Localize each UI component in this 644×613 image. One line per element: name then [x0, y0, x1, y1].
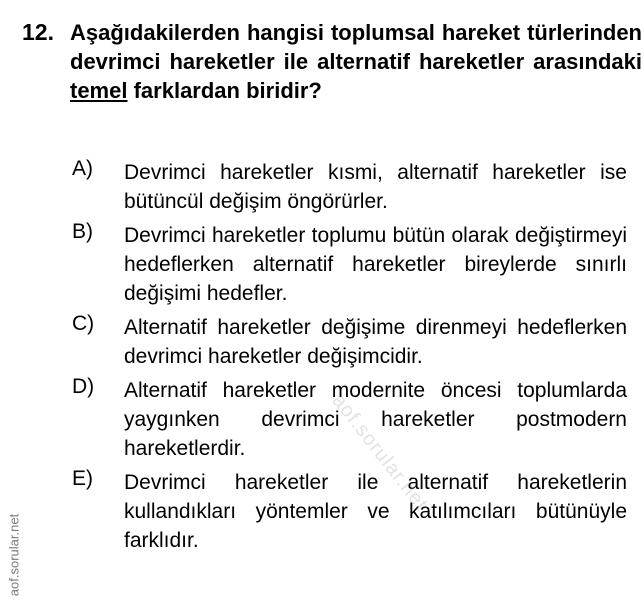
option-e[interactable] [72, 468, 627, 555]
option-b[interactable] [72, 221, 627, 308]
option-c-letter: C) [72, 312, 95, 335]
option-c-text: Alternatif hareketler değişime direnmeyi hedeflerken devrimci hareketler değişimcidir. [124, 316, 627, 368]
option-d-text: Alternatif hareketler modernite öncesi toplumlarda yaygınken devrimci hareketler postmodern hareketlerdir. [124, 379, 627, 460]
option-b-letter: B) [72, 220, 93, 243]
side-watermark [6, 500, 22, 610]
question-text-part1: Aşağıdakilerden hangisi toplumsal hareket türlerinden devrimci hareketler ile alternatif hareketler arasındaki [70, 20, 642, 74]
option-e-text: Devrimci hareketler ile alternatif hareketlerin kullandıkları yöntemler ve katılımcıları bütünüyle farklıdır. [124, 471, 627, 552]
diagonal-watermark: aof.sorular.net [327, 390, 433, 516]
answer-options [72, 158, 627, 560]
option-d-letter: D) [72, 375, 95, 398]
option-a-text: Devrimci hareketler kısmi, alternatif hareketler ise bütüncül değişim öngörürler. [124, 161, 627, 213]
question-number: 12. [22, 19, 54, 45]
option-c[interactable] [72, 313, 627, 371]
option-b-text: Devrimci hareketler toplumu bütün olarak değiştirmeyi hedeflerken alternatif hareketler bireylerde sınırlı değişimi hedefler. [124, 224, 627, 305]
option-a[interactable] [72, 158, 627, 216]
question-underlined-word: temel [70, 78, 128, 103]
option-a-letter: A) [72, 157, 93, 180]
question-text [70, 18, 642, 105]
side-watermark-text: aof.sorular.net [6, 513, 22, 597]
option-e-letter: E) [72, 467, 93, 490]
question-text-part2: farklardan biridir? [127, 78, 322, 103]
